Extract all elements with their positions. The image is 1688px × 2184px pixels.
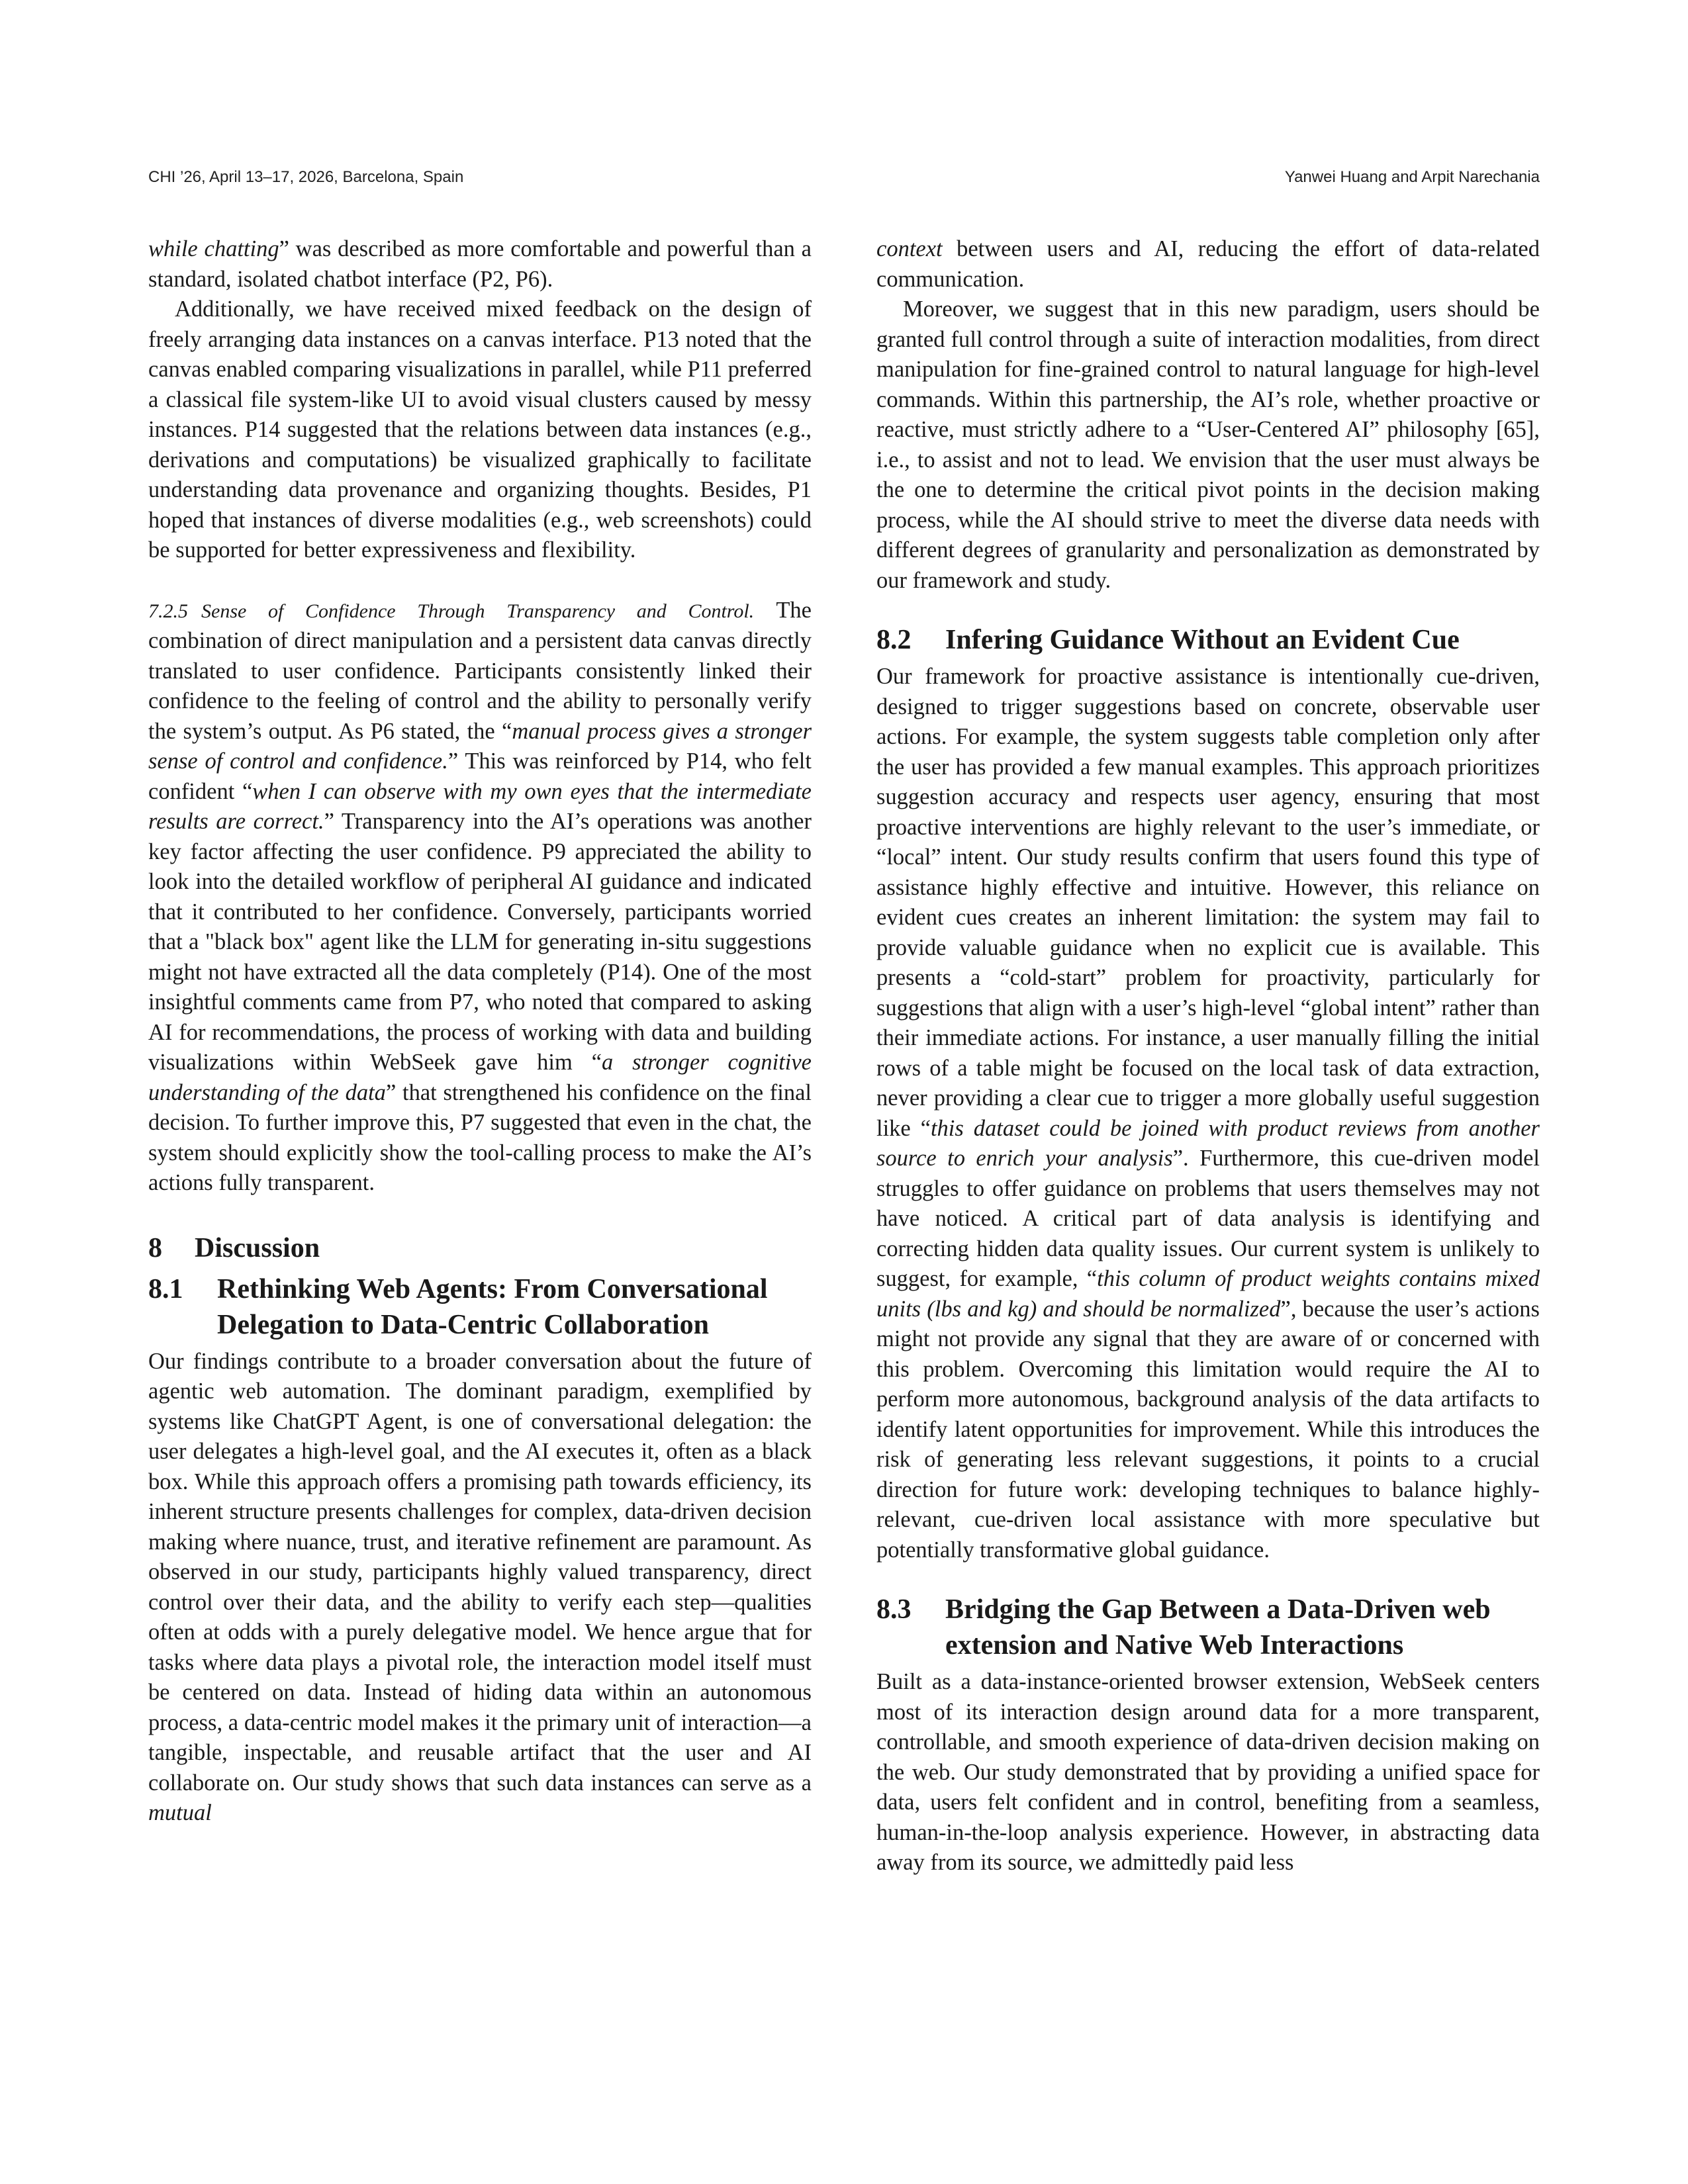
emphasis: context [876,236,943,261]
subsubsection-7-2-5 [148,596,812,1199]
authors: Yanwei Huang and Arpit Narechania [1284,168,1540,186]
subsection-heading-8-3: 8.3 Bridging the Gap Between a Data-Driven web extension and Native Web Interactions [876,1594,1491,1661]
paragraph: Our framework for proactive assistance is intentionally cue-driven, designed to trigger suggestions based on concrete, observable user actions. For example, the system suggests table completion only after the user has provided a few manual examples. This approach prioritizes suggestion accuracy and respects user agency, ensuring that most proactive interventions are highly relevant to the user’s immediate, or “local” intent. Our study results confirm that users found this type of assistance highly effective and intuitive. However, this reliance on evident cues creates an inherent limitation: the system may fail to provide valuable guidance when no explicit cue is available. This presents a “cold-start” problem for proactivity, particularly for suggestions that align with a user’s high-level “global intent” rather than their immediate actions. For instance, a user manually filling the initial rows of a table might be focused on the local task of data extraction, never providing a clear cue to trigger a more globally useful suggestion like “this dataset could be joined with product reviews from another source to enrich your analysis”. Furthermore, this cue-driven model struggles to offer guidance on problems that users themselves may not have noticed. A critical part of data analysis is identifying and correcting hidden data quality issues. Our current system is unlikely to suggest, for example, “this column of product weights contains mixed units (lbs and kg) and should be normalized”, because the user’s actions might not provide any signal that they are aware of or concerned with this problem. Overcoming this limitation would require the AI to perform more autonomous, background analysis of the data artifacts to identify latent opportunities for improvement. While this introduces the risk of generating less relevant suggestions, it points to a crucial direction for future work: developing techniques to balance highly-relevant, cue-driven local assistance with more speculative but potentially transformative global guidance. [876,664,1540,1563]
venue-info: CHI ’26, April 13–17, 2026, Barcelona, Spain [148,168,464,186]
subsection-heading-8-2: 8.2 Infering Guidance Without an Evident Cue [876,625,1460,655]
paragraph: Moreover, we suggest that in this new paradigm, users should be granted full control through a suite of interaction modalities, from direct manipulation for fine-grained control to natural language for high-level commands. Within this partnership, the AI’s role, whether proactive or reactive, must strictly adhere to a “User-Centered AI” philosophy [65], i.e., to assist and not to lead. We envision that the user must always be the one to determine the critical pivot points in the decision making process, while the AI should strive to meet the diverse data needs with different degrees of granularity and personalization as demonstrated by our framework and study. [876,296,1540,593]
right-column [876,234,1540,1878]
paragraph: context between users and AI, reducing the effort of data-related communication. [876,236,1540,292]
paragraph: Our findings contribute to a broader conversation about the future of agentic web automation. The dominant paradigm, exemplified by systems like ChatGPT Agent, is one of conversational delegation: the user delegates a high-level goal, and the AI executes it, often as a black box. While this approach offers a promising path towards efficiency, its inherent structure presents challenges for complex, data-driven decision making where nuance, trust, and iterative refinement are paramount. As observed in our study, participants highly valued transparency, direct control over their data, and the ability to verify each step—qualities often at odds with a purely delegative model. We hence argue that for tasks where data plays a pivotal role, the interaction model itself must be centered on data. Instead of hiding data within an autonomous process, a data-centric model makes it the primary unit of interaction—a tangible, inspectable, and reusable artifact that the user and AI collaborate on. Our study shows that such data instances can serve as a mutual [148,1348,812,1825]
paragraph: 7.2.5 Sense of Confidence Through Transparency and Control. The combination of direct manipulation and a persistent data canvas directly translated to user confidence. Participants consistently linked their confidence to the feeling of control and the ability to personally verify the system’s output. As P6 stated, the “manual process gives a stronger sense of control and confidence.” This was reinforced by P14, who felt confident “when I can observe with my own eyes that the intermediate results are correct.” Transparency into the AI’s operations was another key factor affecting the user confidence. P9 appreciated the ability to look into the detailed workflow of peripheral AI guidance and indicated that it contributed to her confidence. Conversely, participants worried that a "black box" agent like the LLM for generating in-situ suggestions might not have extracted all the data completely (P14). One of the most insightful comments came from P7, who noted that compared to asking AI for recommendations, the process of working with data and building visualizations within WebSeek gave him “a stronger cognitive understanding of the data” that strengthened his confidence on the final decision. To further improve this, P7 suggested that even in the chat, the system should explicitly show the tool-calling process to make the AI’s actions fully transparent. [148,597,812,1195]
section-heading-discussion: 8 Discussion [148,1232,320,1263]
paragraph: Additionally, we have received mixed feedback on the design of freely arranging data instances on a canvas interface. P13 noted that the canvas enabled comparing visualizations in parallel, while P11 preferred a classical file system-like UI to avoid visual clusters caused by messy instances. P14 suggested that the relations between data instances (e.g., derivations and computations) be visualized graphically to facilitate understanding data provenance and organizing thoughts. Besides, P1 hoped that instances of diverse modalities (e.g., web screenshots) could be supported for better expressiveness and flexibility. [148,296,812,563]
paragraph: Built as a data-instance-oriented browser extension, WebSeek centers most of its interaction design around data for a more transparent, controllable, and smooth experience of data-driven decision making on the web. Our study demonstrated that by providing a unified space for data, users felt confident and in control, benefiting from a seamless, human-in-the-loop analysis experience. However, in abstracting data away from its source, we admittedly paid less [876,1669,1540,1875]
emphasis: while chatting [148,236,279,261]
left-column [148,234,812,1829]
subsection-heading-8-1: 8.1 Rethinking Web Agents: From Conversational Delegation to Data-Centric Collaboration [148,1273,768,1340]
subsubsection-heading: 7.2.5 Sense of Confidence Through Transparency and Control. [148,600,755,622]
paragraph: while chatting” was described as more comfortable and powerful than a standard, isolated chatbot interface (P2, P6). [148,236,812,292]
